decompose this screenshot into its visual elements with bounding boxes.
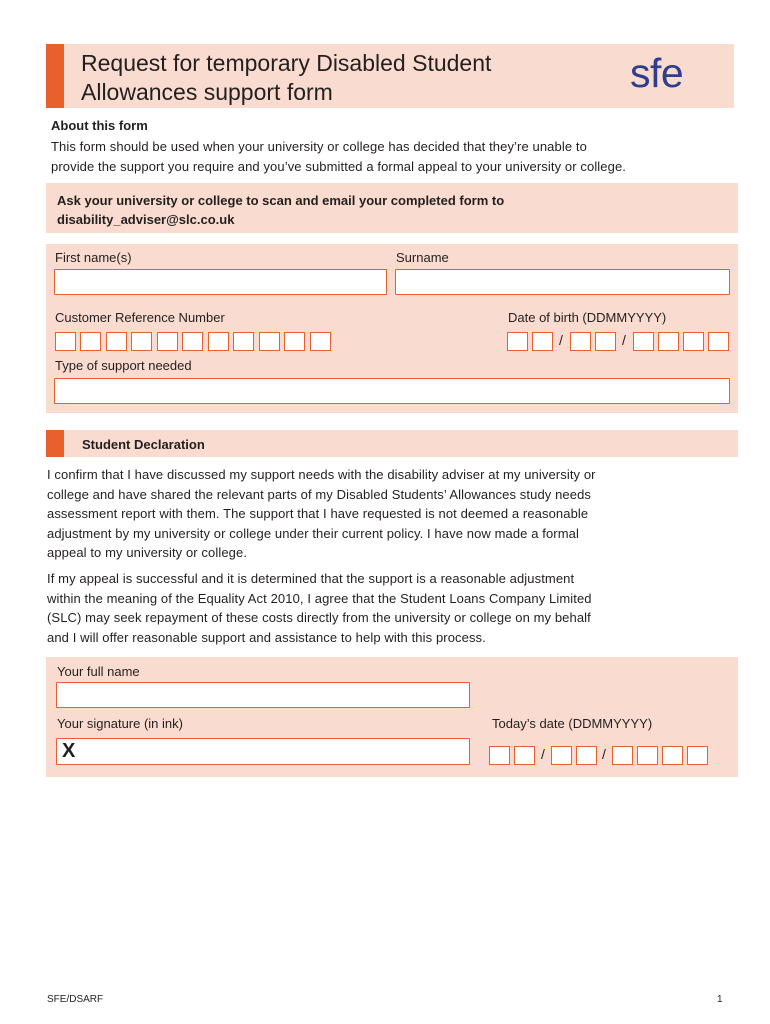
first-name-input[interactable]	[54, 269, 387, 295]
dob-separator: /	[622, 332, 626, 348]
declaration-line: appeal to my university or college.	[47, 545, 248, 560]
dob-day-box[interactable]	[507, 332, 528, 351]
surname-input[interactable]	[395, 269, 730, 295]
crn-digit-box[interactable]	[106, 332, 127, 351]
instruction-email: disability_adviser@slc.co.uk	[57, 212, 235, 227]
date-year-box[interactable]	[687, 746, 708, 765]
page-title-line-2: Allowances support form	[81, 79, 333, 105]
footer-page-number: 1	[717, 994, 723, 1005]
declaration-line: college and have shared the relevant parts of my Disabled Students’ Allowances study needs	[47, 486, 592, 502]
date-year-box[interactable]	[612, 746, 633, 765]
crn-digit-box[interactable]	[233, 332, 254, 351]
about-text	[51, 137, 626, 176]
crn-digit-box[interactable]	[55, 332, 76, 351]
full-name-label: Your full name	[57, 664, 140, 679]
about-heading: About this form	[51, 118, 148, 133]
dob-month-box[interactable]	[570, 332, 591, 351]
signature-field[interactable]	[56, 738, 470, 765]
dob-day-box[interactable]	[532, 332, 553, 351]
crn-digit-box[interactable]	[208, 332, 229, 351]
instruction-line-1: Ask your university or college to scan and email your completed form to	[57, 193, 505, 208]
about-line-1: This form should be used when your university or college has decided that they’re unable to	[51, 139, 587, 154]
crn-digit-box[interactable]	[131, 332, 152, 351]
date-separator: /	[602, 746, 606, 762]
declaration-accent-bar	[46, 430, 64, 457]
crn-digit-box[interactable]	[157, 332, 178, 351]
footer-form-code: SFE/DSARF	[47, 994, 104, 1005]
date-day-box[interactable]	[489, 746, 510, 765]
signature-label: Your signature (in ink)	[57, 716, 183, 731]
full-name-input[interactable]	[56, 682, 470, 708]
instruction-text	[57, 191, 504, 229]
declaration-line: adjustment by my university or college under their current policy. I have now made a formal	[47, 525, 579, 541]
crn-digit-box[interactable]	[310, 332, 331, 351]
declaration-line: and I will offer reasonable support and assistance to help with this process.	[47, 629, 486, 645]
crn-label: Customer Reference Number	[55, 310, 225, 325]
declaration-line: I confirm that I have discussed my support needs with the disability adviser at my university or	[47, 467, 596, 482]
page-title	[81, 49, 491, 107]
dob-month-box[interactable]	[595, 332, 616, 351]
dob-label: Date of birth (DDMMYYYY)	[508, 310, 667, 325]
dob-year-box[interactable]	[683, 332, 704, 351]
dob-year-box[interactable]	[658, 332, 679, 351]
declaration-paragraph-1	[47, 465, 596, 563]
declaration-line: assessment report with them. The support that I have requested is not deemed a reasonable	[47, 506, 589, 521]
crn-digit-box[interactable]	[80, 332, 101, 351]
declaration-heading: Student Declaration	[82, 437, 205, 452]
date-year-box[interactable]	[662, 746, 683, 765]
sfe-logo: sfe	[630, 50, 684, 96]
date-separator: /	[541, 746, 545, 762]
signature-x-mark: X	[62, 740, 76, 762]
declaration-line: (SLC) may seek repayment of these costs directly from the university or college on my behalf	[47, 610, 591, 625]
crn-digit-box[interactable]	[259, 332, 280, 351]
todays-date-label: Today’s date (DDMMYYYY)	[492, 716, 653, 731]
declaration-paragraph-2	[47, 569, 592, 647]
date-day-box[interactable]	[514, 746, 535, 765]
surname-label: Surname	[396, 250, 449, 265]
header-accent-bar	[46, 44, 64, 108]
about-line-2: provide the support you require and you’ve submitted a formal appeal to your university or college.	[51, 158, 626, 174]
support-type-input[interactable]	[54, 378, 730, 404]
dob-separator: /	[559, 332, 563, 348]
date-month-box[interactable]	[576, 746, 597, 765]
page-title-line-1: Request for temporary Disabled Student	[81, 50, 492, 76]
first-name-label: First name(s)	[55, 250, 132, 265]
declaration-line: within the meaning of the Equality Act 2010, I agree that the Student Loans Company Limited	[47, 590, 592, 606]
declaration-line: If my appeal is successful and it is determined that the support is a reasonable adjustment	[47, 571, 575, 586]
support-type-label: Type of support needed	[55, 358, 192, 373]
dob-year-box[interactable]	[633, 332, 654, 351]
date-year-box[interactable]	[637, 746, 658, 765]
dob-year-box[interactable]	[708, 332, 729, 351]
date-month-box[interactable]	[551, 746, 572, 765]
crn-digit-box[interactable]	[284, 332, 305, 351]
crn-digit-box[interactable]	[182, 332, 203, 351]
